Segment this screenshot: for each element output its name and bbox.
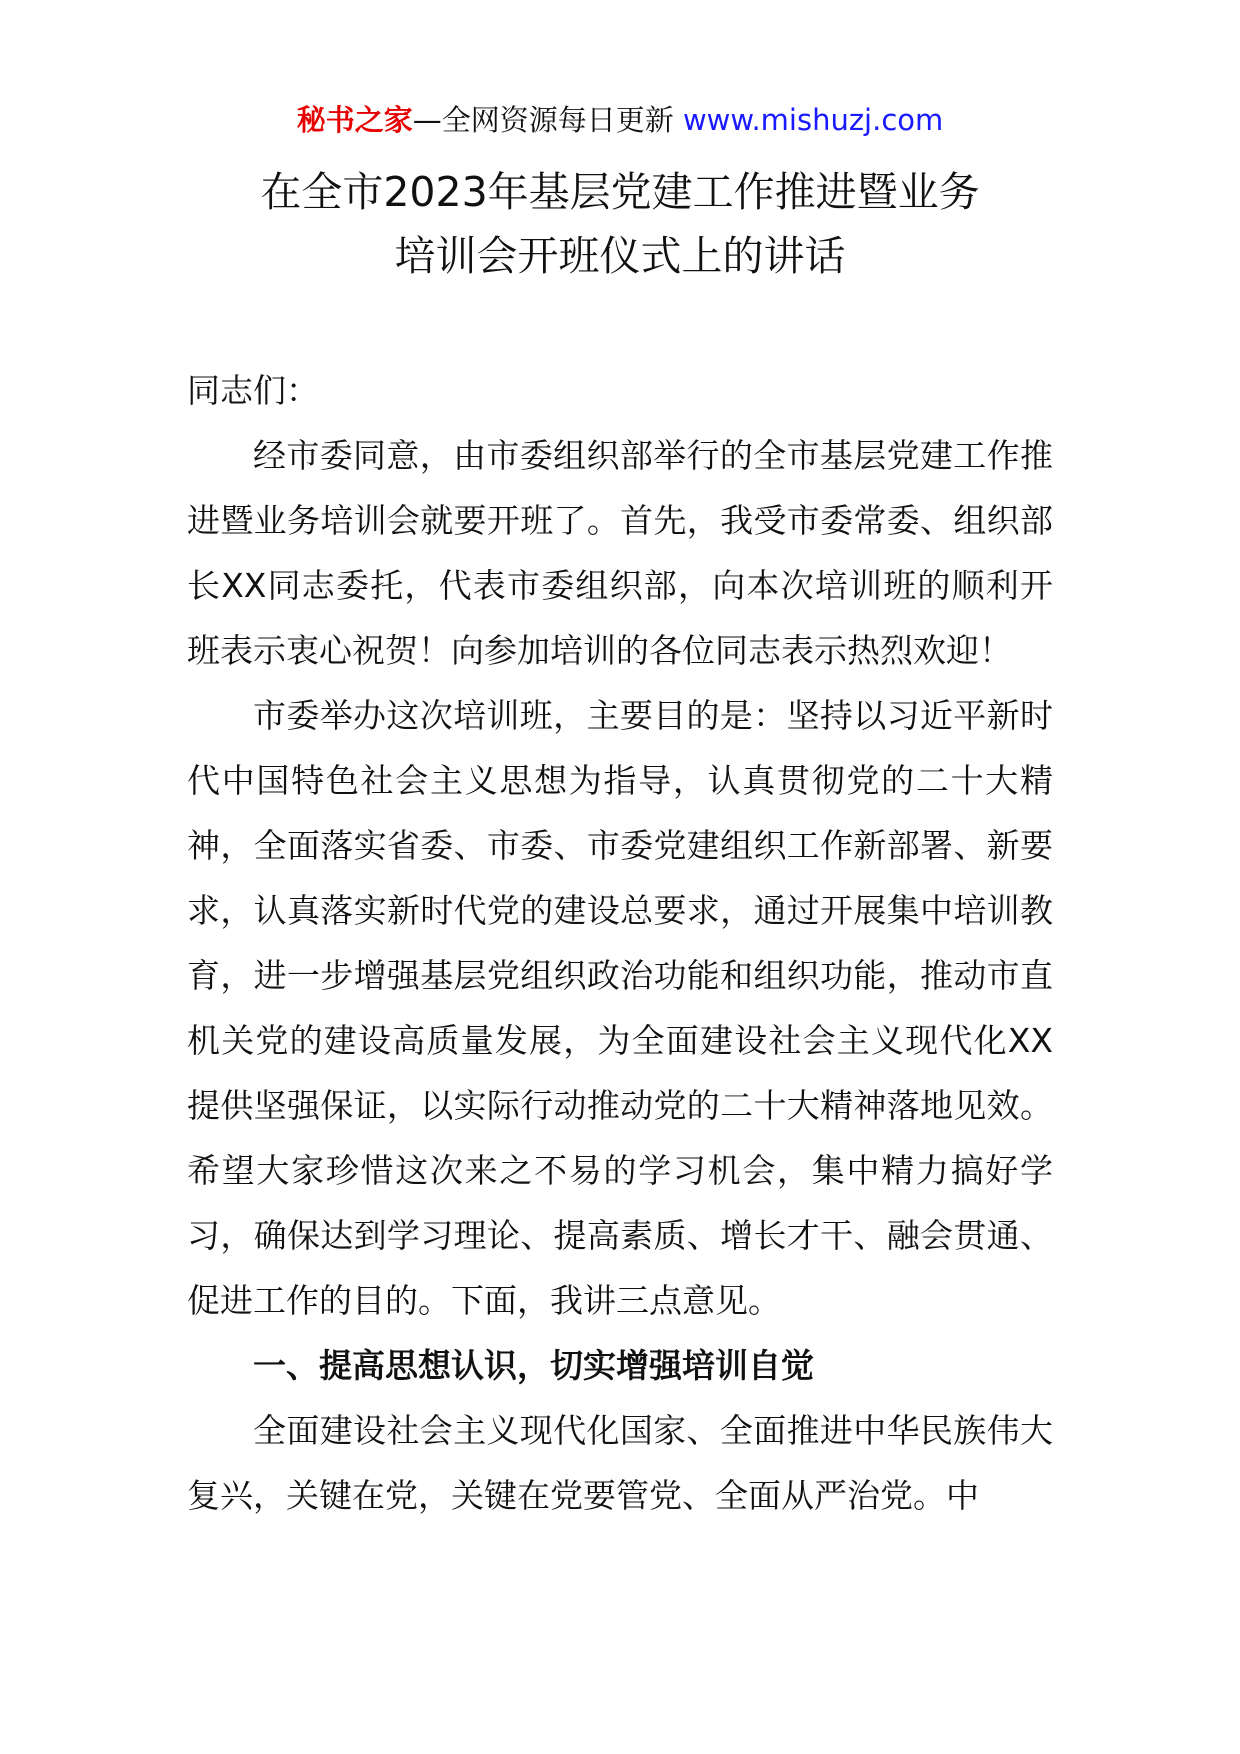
paragraph-2: 市委举办这次培训班，主要目的是：坚持以习近平新时代中国特色社会主义思想为指导，认真贯彻党的二十大精神，全面落实省委、市委、市委党建组织工作新部署、新要求，认真落实新时代党的建设总要求，通过开展集中培训教育，进一步增强基层党组织政治功能和组织功能，推动市直机关党的建设高质量发展，为全面建设社会主义现代化XX提供坚强保证，以实际行动推动党的二十大精神落地见效。希望大家珍惜这次来之不易的学习机会，集中精力搞好学习，确保达到学习理论、提高素质、增长才干、融会贯通、促进工作的目的。下面，我讲三点意见。 [187, 696, 1053, 1320]
paragraph-1: 经市委同意，由市委组织部举行的全市基层党建工作推进暨业务培训会就要开班了。首先，我受市委常委、组织部长XX同志委托，代表市委组织部，向本次培训班的顺利开班表示衷心祝贺！向参加培训的各位同志表示热烈欢迎！ [187, 436, 1053, 670]
title-line-2: 培训会开班仪式上的讲话 [394, 232, 846, 280]
salutation: 同志们： [187, 371, 319, 410]
site-brand: 秘书之家 [296, 103, 413, 137]
document-body [187, 358, 1053, 1528]
site-url-link[interactable]: www.mishuzj.com [682, 103, 944, 137]
title-line-1: 在全市2023年基层党建工作推进暨业务 [260, 168, 980, 216]
document-title [0, 160, 1240, 288]
site-header [0, 100, 1240, 140]
section-1-paragraph: 全面建设社会主义现代化国家、全面推进中华民族伟大复兴，关键在党，关键在党要管党、全面从严治党。中 [187, 1411, 1053, 1515]
site-tagline: —全网资源每日更新 [412, 103, 683, 137]
section-heading-1: 一、提高思想认识，切实增强培训自觉 [253, 1346, 814, 1385]
